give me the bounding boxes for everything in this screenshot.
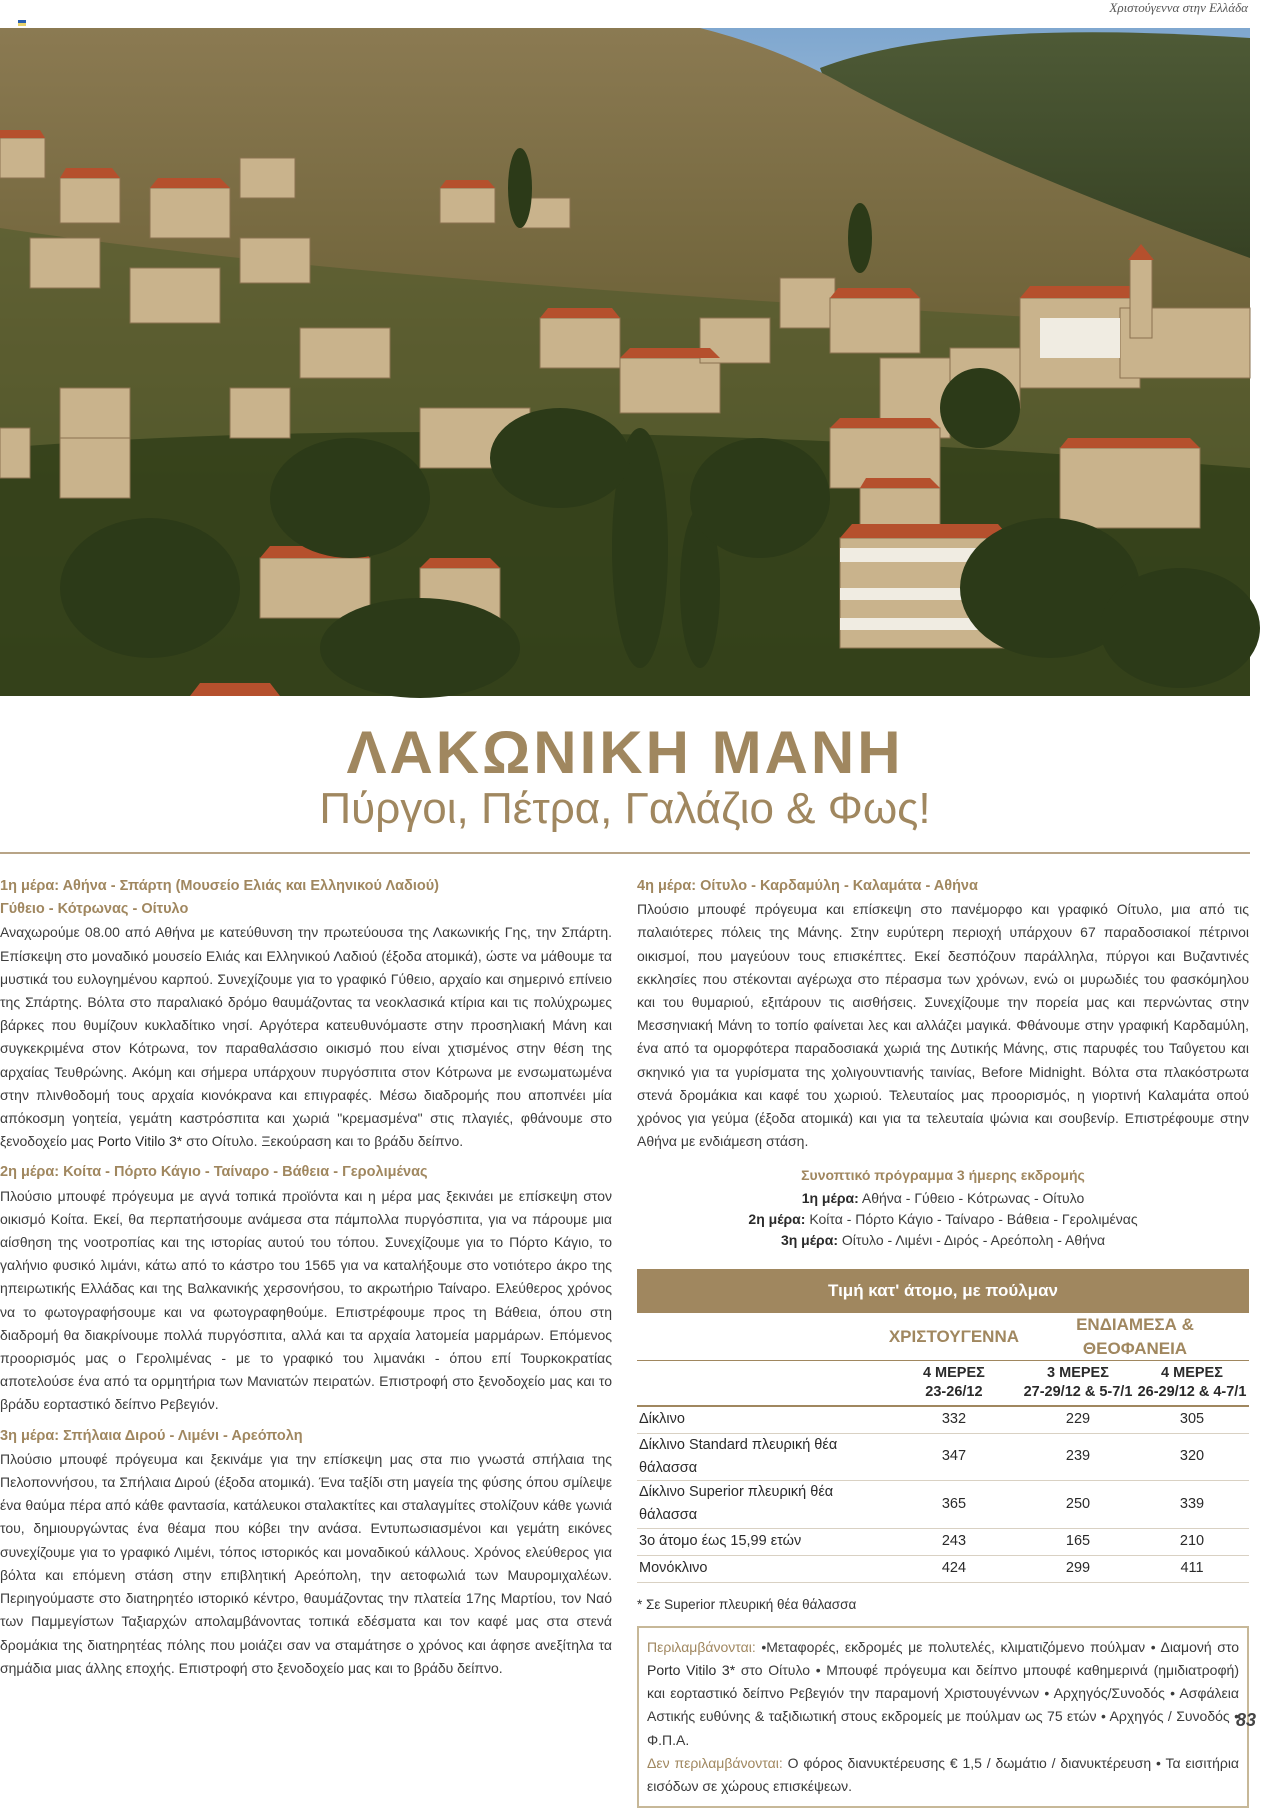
day-1-heading-line2: Γύθειο - Κότρωνας - Οίτυλο [0, 901, 189, 918]
price-period-row [637, 1313, 1249, 1360]
price-value: 165 [1021, 1528, 1135, 1555]
day-1-text-body: Αναχωρούμε 08.00 από Αθήνα με κατεύθυνση την πρωτεύουσα της Λακωνικής Γης, την Σπάρτη. Επίσκεψη στο μοναδικό μουσείο Ελιάς και Ελληνικού Λαδιού (έξοδα ατομικά), ώστε να μάθουμε τα μυστικά του ευλογημένου καρπού. Συνεχίζουμε για το γραφικό Γύθειο, αρχαίο και σημερινό επίνειο της Σπάρτης. Βόλτα στο παραλιακό δρόμο θαυμάζοντας τα νεοκλασικά κτίρια και τις πολύχρωμες βάρκες που θυμίζουν κυκλαδίτικο νησί. Αργότερα κατευθυνόμαστε στην προσηλιακή Μάνη και συγκεκριμένα στον Κότρωνα, τον παραθαλάσσιο οικισμό που είναι χτισμένος στην θέση της αρχαίας Τευθρώνης. Ακόμη και σήμερα υπάρχουν πυργόσπιτα στον Κότρωνα με ενσωματωμένα στην πλινθοδομή τους αρχαία κιονόκρανα και επιγραφές. Μέσω διαδρομής που αποπνέει μία απόκοσμη γοητεία, γεμάτη καστρόσπιτα και χωριά "κρεμασμένα" στις πλαγιές, φθάνουμε στο ξενοδοχείο μας [0, 924, 612, 1150]
price-duration-row [637, 1360, 1249, 1406]
price-col-days: 4 ΜΕΡΕΣ [1161, 1365, 1223, 1382]
flag-mark [18, 20, 26, 26]
price-row [637, 1433, 1249, 1480]
price-value: 243 [887, 1528, 1021, 1555]
includes-label: Περιλαμβάνονται: [647, 1638, 756, 1655]
day-3-text: Πλούσιο μπουφέ πρόγευμα και ξεκινάμε για την επίσκεψη μας στα πιο γνωστά σπήλαια της Πελοποννήσου, τα Σπήλαια Διρού (έξοδα ατομικά). Ένα ταξίδι στη μαγεία της φύσης όπου σμίλεψε ένα θαύμα πέρα από κάθε φαντασία, κατάλευκοι σταλακτίτες και σταλαγμίτες στολίζουν κάθε γωνιά του, δημιουργώντας ένα θέαμα που κόβει την ανάσα. Εντυπωσιασμένοι και γεμάτη εικόνες συνεχίζουμε για το γραφικό Λιμένι, τόπος ιστορικός και μοναδικού κάλλους. Χρόνος ελεύθερος για βόλτα και επόμενη στάση στην επιβλητική Αρεόπολη, την αετοφωλιά των Μαυρομιχαλέων. Περιηγούμαστε στο διατηρητέο ιστορικό κέντρο, θαυμάζοντας την πλατεία 17ης Μαρτίου, τον Ναό των Παμμεγίστων Ταξιαρχών απολαμβάνοντας τοπικά εδέσματα και τον καφέ μας στα στενά δρομάκια της διατηρητέας πόλης που μοιάζει σαν να σταμάτησε ο χρόνος και άφησε ανεξίτηλα τα σημάδια μιας άλλης εποχής. Επιστροφή στο ξενοδοχείο μας και το βράδυ δείπνο. [0, 1450, 612, 1676]
excludes-text: Ο φόρος διανυκτέρευσης € 1,5 / δωμάτιο / διανυκτέρευση • Τα εισιτήρια εισόδων σε χώρους επισκέψεων. [647, 1754, 1240, 1795]
page-number: 83 [1235, 1710, 1256, 1730]
price-col-dates: 23-26/12 [925, 1384, 983, 1401]
price-row-label: Δίκλινο Superior πλευρική θέα θάλασσα [637, 1481, 887, 1528]
price-table-heading: Τιμή κατ' άτομο, με πούλμαν [637, 1269, 1249, 1313]
title-block [0, 718, 1250, 836]
day-3-heading: 3η μέρα: Σπήλαια Διρού - Λιμένι - Αρεόπολη [0, 1427, 303, 1444]
price-value: 320 [1135, 1433, 1249, 1480]
page-subtitle: Πύργοι, Πέτρα, Γαλάζιο & Φως! [319, 784, 931, 833]
day-1-text-end: στο Οίτυλο. Ξεκούραση και το βράδυ δείπνο. [186, 1133, 464, 1150]
summary-row-label: 3η μέρα: [780, 1232, 838, 1249]
price-col-days: 3 ΜΕΡΕΣ [1047, 1365, 1109, 1382]
price-value: 339 [1135, 1481, 1249, 1528]
price-value: 250 [1021, 1481, 1135, 1528]
summary-row-text: Οίτυλο - Λιμένι - Διρός - Αρεόπολη - Αθήνα [841, 1232, 1106, 1249]
price-value: 299 [1021, 1555, 1135, 1582]
includes-hotel-name: Porto Vitilo 3* [647, 1662, 736, 1679]
price-col-header [1021, 1360, 1135, 1406]
price-value: 347 [887, 1433, 1021, 1480]
price-table [637, 1313, 1249, 1582]
price-col-dates: 26-29/12 & 4-7/1 [1137, 1384, 1247, 1401]
price-value: 332 [887, 1406, 1021, 1433]
summary-row-text: Αθήνα - Γύθειο - Κότρωνας - Οίτυλο [861, 1190, 1085, 1207]
price-row-label: 3ο άτομο έως 15,99 ετών [637, 1528, 887, 1555]
day-1-heading: 1η μέρα: Αθήνα - Σπάρτη (Μουσείο Ελιάς και Ελληνικού Λαδιού) [0, 878, 440, 894]
price-col-days: 4 ΜΕΡΕΣ [922, 1365, 985, 1382]
price-value: 424 [887, 1555, 1021, 1582]
day-2-heading: 2η μέρα: Κοίτα - Πόρτο Κάγιο - Ταίναρο - Βάθεια - Γερολιμένας [0, 1164, 428, 1181]
price-row [637, 1555, 1249, 1582]
price-row-label: Δίκλινο [637, 1406, 887, 1433]
price-row-label: Δίκλινο Standard πλευρική θέα θάλασσα [637, 1433, 887, 1480]
includes-text-1: •Μεταφορές, εκδρομές με πολυτελές, κλιματιζόμενο πούλμαν • Διαμονή στο [761, 1638, 1240, 1655]
hero-photo-village [0, 28, 1250, 696]
summary-row [637, 1188, 1249, 1209]
price-value: 229 [1021, 1406, 1135, 1433]
summary-row-label: 1η μέρα: [801, 1190, 859, 1207]
village-landscape-illustration [0, 28, 1250, 696]
day-1-text [0, 921, 612, 1153]
title-divider [0, 852, 1250, 854]
price-table-section [637, 1269, 1249, 1615]
price-col-header [1135, 1360, 1249, 1406]
summary-title: Συνοπτικό πρόγραμμα 3 ήμερης εκδρομής [801, 1167, 1085, 1184]
price-col-header [887, 1360, 1021, 1406]
price-period-epiphany: ΕΝΔΙΑΜΕΣΑ & ΘΕΟΦΑΝΕΙΑ [1021, 1313, 1249, 1360]
day-4-heading: 4η μέρα: Οίτυλο - Καρδαμύλη - Καλαμάτα - Αθήνα [637, 878, 978, 894]
price-corner-cell [637, 1360, 887, 1406]
price-corner-cell [637, 1313, 887, 1360]
price-value: 305 [1135, 1406, 1249, 1433]
price-row [637, 1406, 1249, 1433]
day-2-text: Πλούσιο μπουφέ πρόγευμα με αγνά τοπικά προϊόντα και η μέρα μας ξεκινάει με επίσκεψη στον οικισμό Κοίτα. Εκεί, θα περπατήσουμε ανάμεσα στα πάμπολλα πυργόσπιτα, για να πάρουμε μια αίσθηση της νοοτροπίας και της ιστορίας αυτού του τόπου. Συνεχίζουμε για το Πόρτο Κάγιο, το γαλήνιο φυσικό λιμάνι, κάτω από το κάστρο του 1565 για να καταλήξουμε στο νοτιότερο άκρο της ηπειρωτικής Ελλάδας και της Βαλκανικής χερσονήσου, το ακρωτήριο Ταίναρο. Ελεύθερος χρόνος να το φωτογραφήσουμε και να φωτογραφηθούμε. Επιστρέφουμε προς τη Βάθεια, όπου στη διαδρομή θα διακρίνουμε πολλά πυργόσπιτα, αλλά και τα αρχαία λατομεία μαρμάρων. Επόμενος προορισμός μας ο Γερολιμένας - με το γραφικό του λιμανάκι - όπου επί Τουρκοκρατίας αποτελούσε ένα από τα ορμητήρια των Μανιατών πειρατών. Επιστροφή στο ξενοδοχείο μας και το βράδυ εορταστικό δείπνο Ρεβεγιόν. [0, 1187, 612, 1413]
includes-text-2: στο Οίτυλο • Μπουφέ πρόγευμα και δείπνο μπουφέ καθημερινά (ημιδιατροφή) και εορταστικό δείπνο Ρεβεγιόν την παραμονή Χριστουγέννων • Αρχηγός/Συνοδός • Ασφάλεια Αστικής ευθύνης & ταξιδιωτική στους εκδρομείς με πούλμαν ως 75 ετών • Αρχηγός / Συνοδός • Φ.Π.Α. [647, 1662, 1239, 1748]
price-period-christmas: ΧΡΙΣΤΟΥΓΕΝΝΑ [887, 1313, 1021, 1360]
summary-row-text: Κοίτα - Πόρτο Κάγιο - Ταίναρο - Βάθεια - Γερολιμένας [809, 1211, 1138, 1228]
excludes-label: Δεν περιλαμβάνονται: [647, 1754, 783, 1771]
price-row [637, 1481, 1249, 1528]
day-4-text: Πλούσιο μπουφέ πρόγευμα και επίσκεψη στο πανέμορφο και γραφικό Οίτυλο, μια από τις παλαιότερες πόλεις της Μάνης. Στην ευρύτερη περιοχή υπάρχουν 67 παραδοσιακοί πέτρινοι οικισμοί, που μαγεύουν τους επισκέπτες. Εκεί δεσπόζουν παράλληλα, πύργοι και Βυζαντινές εκκλησίες που στέκονται αγέρωχα στο πέρασμα των χρόνων, ενώ οι μυρωδιές του φασκόμηλου και του θυμαριού, εξιτάρουν τις αισθήσεις. Συνεχίζουμε την πορεία μας και περνώντας στην Μεσσηνιακή Μάνη το τοπίο φαίνεται λες και αλλάζει μαγικά. Φθάνουμε στην γραφική Καρδαμύλη, ένα από τα ομορφότερα παραδοσιακά χωριά της Δυτικής Μάνης, στις παρυφές του Ταΰγετου και σκηνικό για τα γυρίσματα της χολιγουντιανής ταινίας, Before Midnight. Βόλτα στα πλακόστρωτα στενά δρομάκια και καφέ του χωριού. Τελευταίος μας προορισμός, η γιορτινή Καλαμάτα οπού χρόνος για γεύμα (έξοδα ατομικά) και για τα τελευταία ψώνια και σουβενίρ. Επιστρέφουμε στην Αθήνα με ενδιάμεση στάση. [637, 901, 1249, 1150]
price-row-label: Μονόκλινο [637, 1555, 887, 1582]
itinerary-column-left [0, 875, 612, 1688]
price-row [637, 1528, 1249, 1555]
price-value: 411 [1135, 1555, 1249, 1582]
summary-row [637, 1209, 1249, 1230]
price-value: 365 [887, 1481, 1021, 1528]
summary-row [637, 1230, 1249, 1251]
price-col-dates: 27-29/12 & 5-7/1 [1023, 1384, 1133, 1401]
includes-box [637, 1626, 1249, 1808]
price-footnote: * Σε Superior πλευρική θέα θάλασσα [637, 1596, 857, 1612]
day-1-hotel-name: Porto Vitilo 3* [97, 1133, 183, 1150]
itinerary-column-right [637, 875, 1249, 1808]
section-tag: Χριστούγεννα στην Ελλάδα [1109, 0, 1248, 15]
price-value: 210 [1135, 1528, 1249, 1555]
page-title: ΛΑΚΩΝΙΚΗ ΜΑΝΗ [346, 719, 904, 786]
price-value: 239 [1021, 1433, 1135, 1480]
short-program-summary [637, 1165, 1249, 1251]
summary-row-label: 2η μέρα: [748, 1211, 806, 1228]
